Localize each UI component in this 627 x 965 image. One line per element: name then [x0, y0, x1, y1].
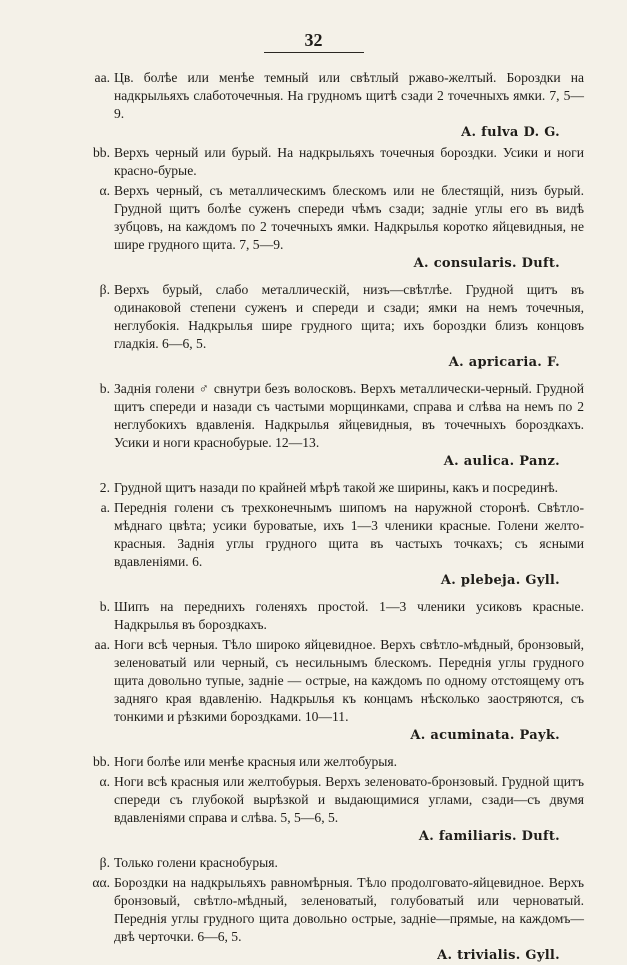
entry-text: Ноги болѣе или менѣе красныя или желтобурыя.	[114, 754, 398, 769]
entry-mark: a.	[100, 500, 110, 515]
entry-mark: αα.	[92, 875, 110, 890]
species-name: A. fulva D. G.	[461, 125, 560, 140]
entry-text: Верхъ черный, съ металлическимъ блескомъ или не блестящій, низъ бурый. Грудной щитъ болѣе суженъ спереди чѣмъ сзади; заднiе углы его въ видѣ зубцовъ, на каждомъ по 2 точечныхъ ямки. Надкрылья коротко яйцевидныя, не шире грудного щита. 7, 5—9.	[114, 183, 584, 252]
entry-mark: α.	[99, 774, 110, 789]
entry-text: Грудной щитъ назади по крайней мѣрѣ такой же ширины, какъ и посрединѣ.	[114, 480, 559, 495]
species-name: A. familiaris. Duft.	[418, 829, 560, 844]
entry-mark: β.	[99, 282, 110, 297]
entry-text: Шипъ на переднихъ голеняхъ простой. 1—3 членики усиковъ красные. Надкрылья въ бороздкахъ.	[114, 599, 584, 632]
key-entry	[78, 479, 584, 497]
page-number: 32	[304, 30, 323, 50]
entry-text: Цв. болѣе или менѣе темный или свѣтлый ржаво-желтый. Бороздки на надкрыльяхъ слаботочечныя. На грудномъ щитѣ сзади 2 точечныхъ ямки. 7, 5—9.	[114, 70, 584, 121]
key-entry	[78, 499, 584, 590]
key-entry	[78, 636, 584, 745]
entry-mark: α.	[99, 183, 110, 198]
header-rule	[264, 52, 364, 53]
key-entry	[78, 598, 584, 634]
entry-text: Верхъ бурый, слабо металлическій, низъ—свѣтлѣе. Грудной щитъ въ одинаковой степени суженъ и спереди и сзади; ямки на немъ точечныя, неглубокія. Надкрылья шире грудного щита; ихъ бороздки близъ концовъ гладкія. 6—6, 5.	[114, 282, 584, 351]
key-entry	[78, 753, 584, 771]
entry-text: Бороздки на надкрыльяхъ равномѣрныя. Тѣло продолговато-яйцевидное. Верхъ бронзовый, свѣтло-мѣдный, зеленоватый, голубоватый или черноватый. Переднія углы грудного щита довольно острые, задніе—прямые, на каждомъ—двѣ черточки. 6—6, 5.	[114, 875, 584, 944]
entry-text: Заднія голени ♂ свнутри безъ волосковъ. Верхъ металлически-черный. Грудной щитъ спереди и назади съ частыми морщинками, справа и слѣва на немъ по 2 неглубокихъ вдавленія. Надкрылья яйцевидныя, въ точечныхъ бороздкахъ. Усики и ноги краснобурые. 12—13.	[114, 381, 584, 450]
entry-mark: aa.	[94, 70, 110, 85]
key-entry	[78, 380, 584, 471]
species-name: A. apricaria. F.	[448, 355, 560, 370]
entry-mark: 2.	[99, 480, 110, 495]
entry-text: Только голени краснобурыя.	[114, 855, 278, 870]
entry-mark: bb.	[93, 754, 110, 769]
entry-text: Верхъ черный или бурый. На надкрыльяхъ точечныя бороздки. Усики и ноги красно-бурые.	[114, 145, 584, 178]
key-entry	[78, 874, 584, 965]
key-entry	[78, 281, 584, 372]
entry-mark: β.	[99, 855, 110, 870]
key-entry	[78, 854, 584, 872]
key-entry	[78, 182, 584, 273]
entry-mark: b.	[99, 599, 110, 614]
entry-text: Ноги всѣ красныя или желтобурыя. Верхъ зеленовато-бронзовый. Грудной щитъ спереди съ глубокой вырѣзкой и выдающимися углами, сзади—съ двумя вдавленіями справа и слѣва. 5, 5—6, 5.	[114, 774, 584, 825]
species-name: A. acuminata. Payk.	[410, 728, 560, 743]
key-entry	[78, 144, 584, 180]
species-name: A. plebeja. Gyll.	[440, 573, 560, 588]
entry-mark: b.	[99, 381, 110, 396]
entry-mark: bb.	[93, 145, 110, 160]
key-entry	[78, 773, 584, 846]
entry-text: Ноги всѣ черныя. Тѣло широко яйцевидное. Верхъ свѣтло-мѣдный, бронзовый, зеленоватый или черный, съ несильнымъ блескомъ. Переднія углы грудного щита довольно тупые, заднiе — острые, на каждомъ по одному отстоящему отъ задняго края вдавленію. Надкрылья къ концамъ нѣсколько заостряются, съ тонкими и рѣзкими бороздками. 10—11.	[114, 637, 584, 724]
key-entry	[78, 69, 584, 142]
species-name: A. aulica. Panz.	[443, 454, 560, 469]
entry-mark: aa.	[94, 637, 110, 652]
key-text	[78, 69, 584, 965]
species-name: A. trivialis. Gyll.	[437, 948, 560, 963]
entry-text: Переднія голени съ трехконечнымъ шипомъ на наружной сторонѣ. Свѣтло-мѣднаго цвѣта; усики буроватые, ихъ 1—3 членики красные. Голени желто-красныя. Заднія углы грудного щита въ частыхъ точкахъ; съ ясными вдавленіями. 6.	[114, 500, 584, 569]
species-name: A. consularis. Duft.	[413, 256, 560, 271]
